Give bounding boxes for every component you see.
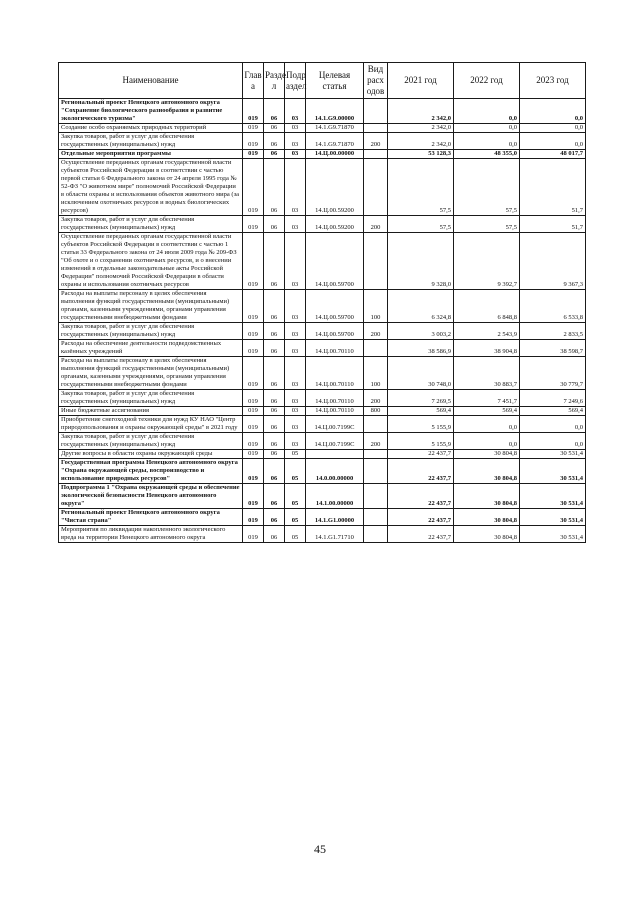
row-section: 06: [264, 323, 285, 340]
table-row: [59, 99, 586, 124]
row-2021: 57,5: [388, 159, 454, 216]
row-2021: 5 155,9: [388, 416, 454, 433]
row-target: 14.Ц.00.70110: [306, 390, 364, 407]
row-subsection: 03: [285, 390, 306, 407]
row-subsection: 03: [285, 133, 306, 150]
row-subsection: 05: [285, 526, 306, 543]
row-2021: 22 437,7: [388, 450, 454, 459]
row-name: Региональный проект Ненецкого автономного округа "Сохранение биологического разнообразия и развитие экологического туризма": [59, 99, 243, 124]
table-row: [59, 390, 586, 407]
row-2022: 6 848,8: [454, 290, 520, 323]
row-target: 14.1.G9.71870: [306, 133, 364, 150]
row-chapter: 019: [243, 509, 264, 526]
row-section: 06: [264, 416, 285, 433]
row-2023: 30 531,4: [520, 526, 586, 543]
row-2022: 30 804,8: [454, 526, 520, 543]
row-2022: 30 804,8: [454, 459, 520, 484]
row-chapter: 019: [243, 407, 264, 416]
row-subsection: 05: [285, 450, 306, 459]
col-header-name: Наименование: [59, 63, 243, 99]
row-2021: 569,4: [388, 407, 454, 416]
row-section: 06: [264, 99, 285, 124]
row-section: 06: [264, 390, 285, 407]
row-section: 06: [264, 340, 285, 357]
row-2022: 30 804,8: [454, 509, 520, 526]
row-name: Расходы на обеспечение деятельности подведомственных казённых учреждений: [59, 340, 243, 357]
page-number: 45: [314, 842, 326, 856]
row-name: Осуществление переданных органам государственной власти субъектов Российской Федерации в соответствии с частью первой статьи 6 Федерального закона от 24 апреля 1995 года № 52-ФЗ "О животном мире" полномочий Российской Федерации в области охраны и использования объектов животного мира (за исключением охотничьих ресурсов и водных биологических ресурсов): [59, 159, 243, 216]
col-header-2021: 2021 год: [388, 63, 454, 99]
row-exp-type: [364, 459, 388, 484]
row-2021: 22 437,7: [388, 526, 454, 543]
row-section: 06: [264, 526, 285, 543]
row-section: 06: [264, 216, 285, 233]
row-name: Создание особо охраняемых природных территорий: [59, 124, 243, 133]
row-target: 14.1.G9.71870: [306, 124, 364, 133]
row-section: 06: [264, 150, 285, 159]
col-header-target: Целевая статья: [306, 63, 364, 99]
row-subsection: 03: [285, 99, 306, 124]
row-section: 06: [264, 357, 285, 390]
row-name: Подпрограмма 1 "Охрана окружающей среды и обеспечение экологической безопасности Ненецкого автономного округа": [59, 484, 243, 509]
row-section: 06: [264, 459, 285, 484]
row-exp-type: 200: [364, 216, 388, 233]
row-name: Мероприятия по ликвидации накопленного экологического вреда на территории Ненецкого автономного округа: [59, 526, 243, 543]
row-chapter: 019: [243, 159, 264, 216]
row-2023: 2 833,5: [520, 323, 586, 340]
row-2023: 48 017,7: [520, 150, 586, 159]
row-target: 14.1.G1.00000: [306, 509, 364, 526]
row-2023: 30 531,4: [520, 459, 586, 484]
row-target: 14.Ц.00.59200: [306, 216, 364, 233]
row-2023: 51,7: [520, 216, 586, 233]
row-target: [306, 450, 364, 459]
row-exp-type: [364, 484, 388, 509]
row-subsection: 03: [285, 216, 306, 233]
row-chapter: 019: [243, 526, 264, 543]
row-chapter: 019: [243, 99, 264, 124]
row-chapter: 019: [243, 433, 264, 450]
row-exp-type: 200: [364, 133, 388, 150]
row-subsection: 03: [285, 407, 306, 416]
row-chapter: 019: [243, 416, 264, 433]
row-2022: 38 904,8: [454, 340, 520, 357]
row-chapter: 019: [243, 216, 264, 233]
row-exp-type: [364, 150, 388, 159]
row-target: 14.Ц.00.70110: [306, 357, 364, 390]
row-subsection: 03: [285, 340, 306, 357]
row-target: 14.Ц.00.59200: [306, 159, 364, 216]
row-chapter: 019: [243, 357, 264, 390]
row-target: 14.Ц.00.70110: [306, 407, 364, 416]
table-row: [59, 526, 586, 543]
col-header-exp-type: Вид расх одов: [364, 63, 388, 99]
row-name: Закупка товаров, работ и услуг для обеспечения государственных (муниципальных) нужд: [59, 390, 243, 407]
row-2022: 30 804,8: [454, 484, 520, 509]
row-name: Государственная программа Ненецкого автономного округа "Охрана окружающей среды, воспроизводство и использование природных ресурсов": [59, 459, 243, 484]
row-target: 14.Ц.00.00000: [306, 150, 364, 159]
row-target: 14.0.00.00000: [306, 459, 364, 484]
row-section: 06: [264, 450, 285, 459]
row-2023: 9 367,3: [520, 233, 586, 290]
row-2023: 30 531,4: [520, 484, 586, 509]
row-2022: 48 355,0: [454, 150, 520, 159]
row-exp-type: [364, 340, 388, 357]
row-2021: 2 342,0: [388, 99, 454, 124]
table-row: [59, 433, 586, 450]
row-target: 14.1.00.00000: [306, 484, 364, 509]
row-target: 14.Ц.00.7199С: [306, 433, 364, 450]
table-row: [59, 484, 586, 509]
row-chapter: 019: [243, 340, 264, 357]
row-target: 14.1.G1.71710: [306, 526, 364, 543]
row-exp-type: [364, 124, 388, 133]
row-section: 06: [264, 233, 285, 290]
table-header-row: [59, 63, 586, 99]
row-section: 06: [264, 124, 285, 133]
row-2021: 57,5: [388, 216, 454, 233]
row-exp-type: 200: [364, 390, 388, 407]
table-row: [59, 133, 586, 150]
row-chapter: 019: [243, 133, 264, 150]
row-section: 06: [264, 509, 285, 526]
row-exp-type: [364, 99, 388, 124]
row-2021: 30 748,0: [388, 357, 454, 390]
table-row: [59, 216, 586, 233]
row-name: Расходы на выплаты персоналу в целях обеспечения выполнения функций государственными (муниципальными) органами, казенными учреждениями, органами управления государственными внебюджетными фондами: [59, 290, 243, 323]
row-2022: 9 392,7: [454, 233, 520, 290]
row-2023: 30 531,4: [520, 450, 586, 459]
table-row: [59, 407, 586, 416]
row-target: 14.Ц.00.70110: [306, 340, 364, 357]
col-header-section: Разде л: [264, 63, 285, 99]
row-chapter: 019: [243, 233, 264, 290]
row-2022: 57,5: [454, 216, 520, 233]
row-subsection: 05: [285, 484, 306, 509]
row-2021: 22 437,7: [388, 459, 454, 484]
row-2021: 2 342,0: [388, 124, 454, 133]
row-target: 14.Ц.00.7199С: [306, 416, 364, 433]
table-row: [59, 233, 586, 290]
table-row: [59, 159, 586, 216]
table-row: [59, 416, 586, 433]
row-2023: 0,0: [520, 124, 586, 133]
row-chapter: 019: [243, 323, 264, 340]
table-row: [59, 340, 586, 357]
row-exp-type: 100: [364, 290, 388, 323]
row-exp-type: [364, 450, 388, 459]
row-2023: 0,0: [520, 133, 586, 150]
row-2021: 3 003,2: [388, 323, 454, 340]
row-exp-type: [364, 416, 388, 433]
row-name: Закупка товаров, работ и услуг для обеспечения государственных (муниципальных) нужд: [59, 216, 243, 233]
row-exp-type: 200: [364, 323, 388, 340]
row-name: Иные бюджетные ассигнования: [59, 407, 243, 416]
table-row: [59, 357, 586, 390]
row-subsection: 05: [285, 509, 306, 526]
table-row: [59, 323, 586, 340]
row-section: 06: [264, 484, 285, 509]
row-subsection: 03: [285, 357, 306, 390]
row-name: Закупка товаров, работ и услуг для обеспечения государственных (муниципальных) нужд: [59, 323, 243, 340]
row-2021: 7 269,5: [388, 390, 454, 407]
row-2022: 0,0: [454, 433, 520, 450]
row-subsection: 03: [285, 159, 306, 216]
row-2021: 9 328,0: [388, 233, 454, 290]
row-2023: 51,7: [520, 159, 586, 216]
row-name: Осуществление переданных органам государственной власти субъектов Российской Федерации в соответствии с частью 1 статьи 33 Федерального закона от 24 июля 2009 года № 209-ФЗ "Об охоте и о сохранении охотничьих ресурсов, и о внесении изменений в отдельные законодательные акты Российской Федерации" полномочий Российской Федерации в области охраны и использования охотничьих ресурсов: [59, 233, 243, 290]
row-subsection: 03: [285, 416, 306, 433]
row-2021: 5 155,9: [388, 433, 454, 450]
row-section: 06: [264, 159, 285, 216]
row-2023: 7 249,6: [520, 390, 586, 407]
row-2023: 30 779,7: [520, 357, 586, 390]
row-name: Другие вопросы в области охраны окружающей среды: [59, 450, 243, 459]
row-2022: 2 543,9: [454, 323, 520, 340]
col-header-subsection: Подр аздел: [285, 63, 306, 99]
row-chapter: 019: [243, 150, 264, 159]
row-subsection: 03: [285, 233, 306, 290]
row-chapter: 019: [243, 124, 264, 133]
row-exp-type: 100: [364, 357, 388, 390]
row-2021: 53 128,3: [388, 150, 454, 159]
row-target: 14.Ц.00.59700: [306, 323, 364, 340]
row-subsection: 03: [285, 124, 306, 133]
row-exp-type: 800: [364, 407, 388, 416]
row-chapter: 019: [243, 484, 264, 509]
table-row: [59, 124, 586, 133]
row-2022: 0,0: [454, 416, 520, 433]
row-exp-type: 200: [364, 433, 388, 450]
row-chapter: 019: [243, 290, 264, 323]
row-section: 06: [264, 433, 285, 450]
row-subsection: 03: [285, 323, 306, 340]
row-target: 14.1.G9.00000: [306, 99, 364, 124]
col-header-chapter: Глав а: [243, 63, 264, 99]
row-2022: 57,5: [454, 159, 520, 216]
row-2023: 569,4: [520, 407, 586, 416]
row-name: Отдельные мероприятия программы: [59, 150, 243, 159]
table-row: [59, 509, 586, 526]
row-subsection: 03: [285, 150, 306, 159]
row-subsection: 05: [285, 459, 306, 484]
table-row: [59, 450, 586, 459]
row-name: Приобретение снегоходной техники для нужд КУ НАО "Центр природопользования и охраны окружающей среды" в 2021 году: [59, 416, 243, 433]
row-2023: 0,0: [520, 416, 586, 433]
row-2023: 30 531,4: [520, 509, 586, 526]
row-2022: 7 451,7: [454, 390, 520, 407]
col-header-2023: 2023 год: [520, 63, 586, 99]
row-2022: 30 883,7: [454, 357, 520, 390]
row-name: Закупка товаров, работ и услуг для обеспечения государственных (муниципальных) нужд: [59, 133, 243, 150]
row-2023: 0,0: [520, 99, 586, 124]
row-name: Региональный проект Ненецкого автономного округа "Чистая страна": [59, 509, 243, 526]
row-2022: 0,0: [454, 99, 520, 124]
row-2022: 0,0: [454, 124, 520, 133]
row-target: 14.Ц.00.59700: [306, 290, 364, 323]
row-section: 06: [264, 133, 285, 150]
row-2022: 0,0: [454, 133, 520, 150]
row-target: 14.Ц.00.59700: [306, 233, 364, 290]
row-2023: 0,0: [520, 433, 586, 450]
row-2021: 38 586,9: [388, 340, 454, 357]
row-section: 06: [264, 290, 285, 323]
row-2021: 6 324,8: [388, 290, 454, 323]
col-header-2022: 2022 год: [454, 63, 520, 99]
row-2022: 569,4: [454, 407, 520, 416]
row-2023: 6 533,8: [520, 290, 586, 323]
row-2021: 2 342,0: [388, 133, 454, 150]
row-2022: 30 804,8: [454, 450, 520, 459]
row-exp-type: [364, 159, 388, 216]
row-exp-type: [364, 509, 388, 526]
row-2023: 38 598,7: [520, 340, 586, 357]
row-name: Закупка товаров, работ и услуг для обеспечения государственных (муниципальных) нужд: [59, 433, 243, 450]
row-subsection: 03: [285, 290, 306, 323]
row-name: Расходы на выплаты персоналу в целях обеспечения выполнения функций государственными (муниципальными) органами, казенными учреждениями, органами управления государственными внебюджетными фондами: [59, 357, 243, 390]
row-chapter: 019: [243, 390, 264, 407]
table-row: [59, 150, 586, 159]
row-exp-type: [364, 526, 388, 543]
table-row: [59, 459, 586, 484]
row-exp-type: [364, 233, 388, 290]
row-chapter: 019: [243, 459, 264, 484]
row-2021: 22 437,7: [388, 509, 454, 526]
table-row: [59, 290, 586, 323]
row-2021: 22 437,7: [388, 484, 454, 509]
row-chapter: 019: [243, 450, 264, 459]
budget-table: [58, 62, 586, 543]
row-section: 06: [264, 407, 285, 416]
row-subsection: 03: [285, 433, 306, 450]
